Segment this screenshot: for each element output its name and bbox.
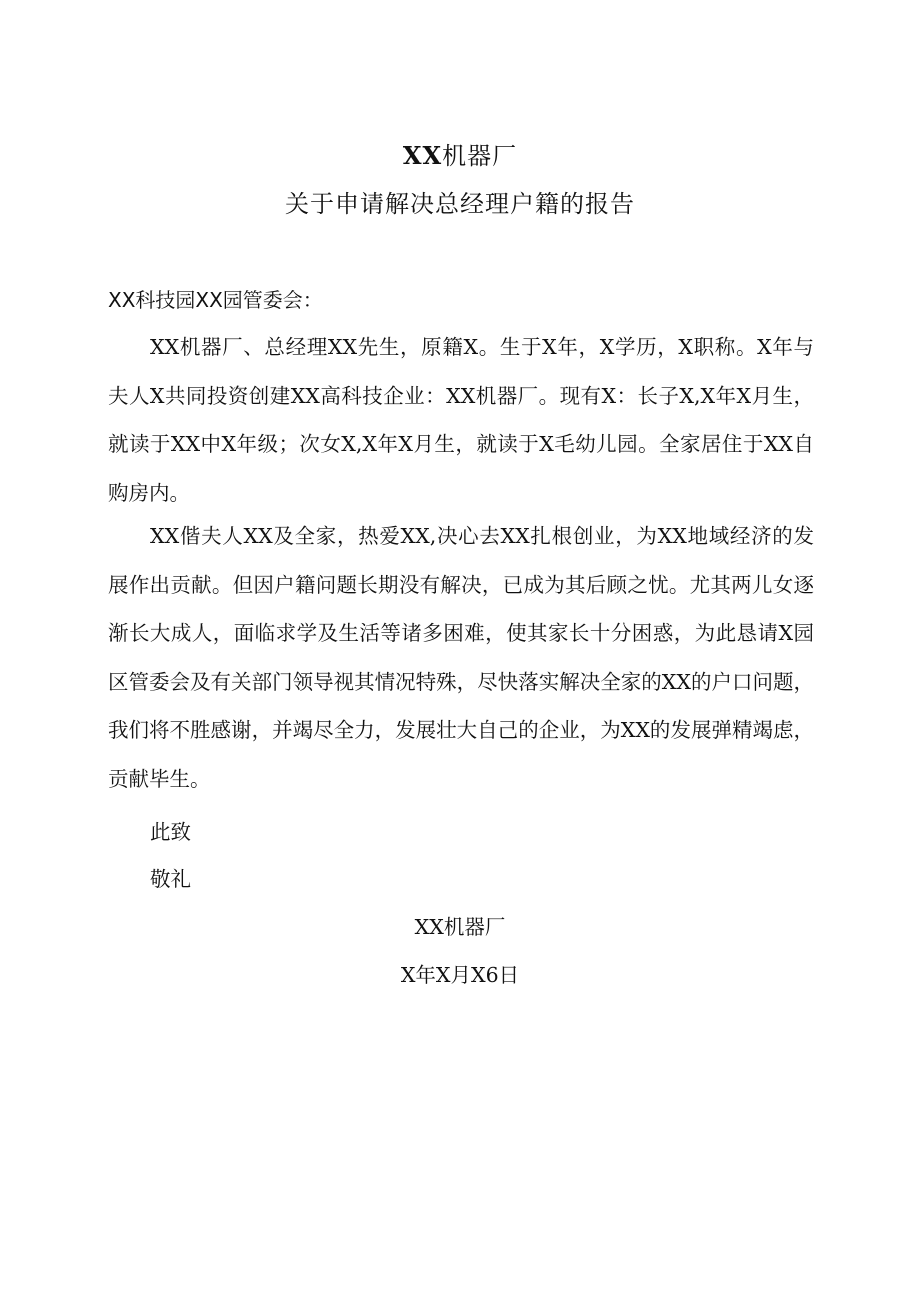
- closing-salute: 敬礼: [150, 867, 191, 891]
- title-org-name: 机器厂: [442, 142, 518, 170]
- closing-greeting: 此致: [150, 820, 191, 844]
- body-paragraph-2: XX偕夫人XX及全家，热爱XX,决心去XX扎根创业，为XX地域经济的发展作出贡献。但因户籍问题长期没有解决，已成为其后顾之忧。尤其两儿女逐渐长大成人，面临求学及生活等诸多困难，使其家长十分困惑，为此恳请X园区管委会及有关部门领导视其情况特殊，尽快落实解决全家的XX的户口问题，我们将不胜感谢，并竭尽全力，发展壮大自己的企业，为XX的发展弹精竭虑，贡献毕生。: [108, 524, 814, 791]
- salutation: XX科技园XX园管委会：: [108, 288, 323, 312]
- title-prefix: XX: [402, 141, 443, 170]
- document-title: [0, 136, 920, 171]
- body-paragraph-1: XX机器厂、总经理XX先生，原籍X。生于X年，X学历，X职称。X年与夫人X共同投资创建XX高科技企业：XX机器厂。现有X：长子X,X年X月生，就读于XX中X年级；次女X,X年X月生，就读于X毛幼儿园。全家居住于XX自购房内。: [108, 335, 814, 505]
- signature-date: X年X月X6日: [400, 963, 520, 987]
- signature-organization: XX机器厂: [414, 915, 506, 939]
- document-subtitle: 关于申请解决总经理户籍的报告: [285, 190, 635, 218]
